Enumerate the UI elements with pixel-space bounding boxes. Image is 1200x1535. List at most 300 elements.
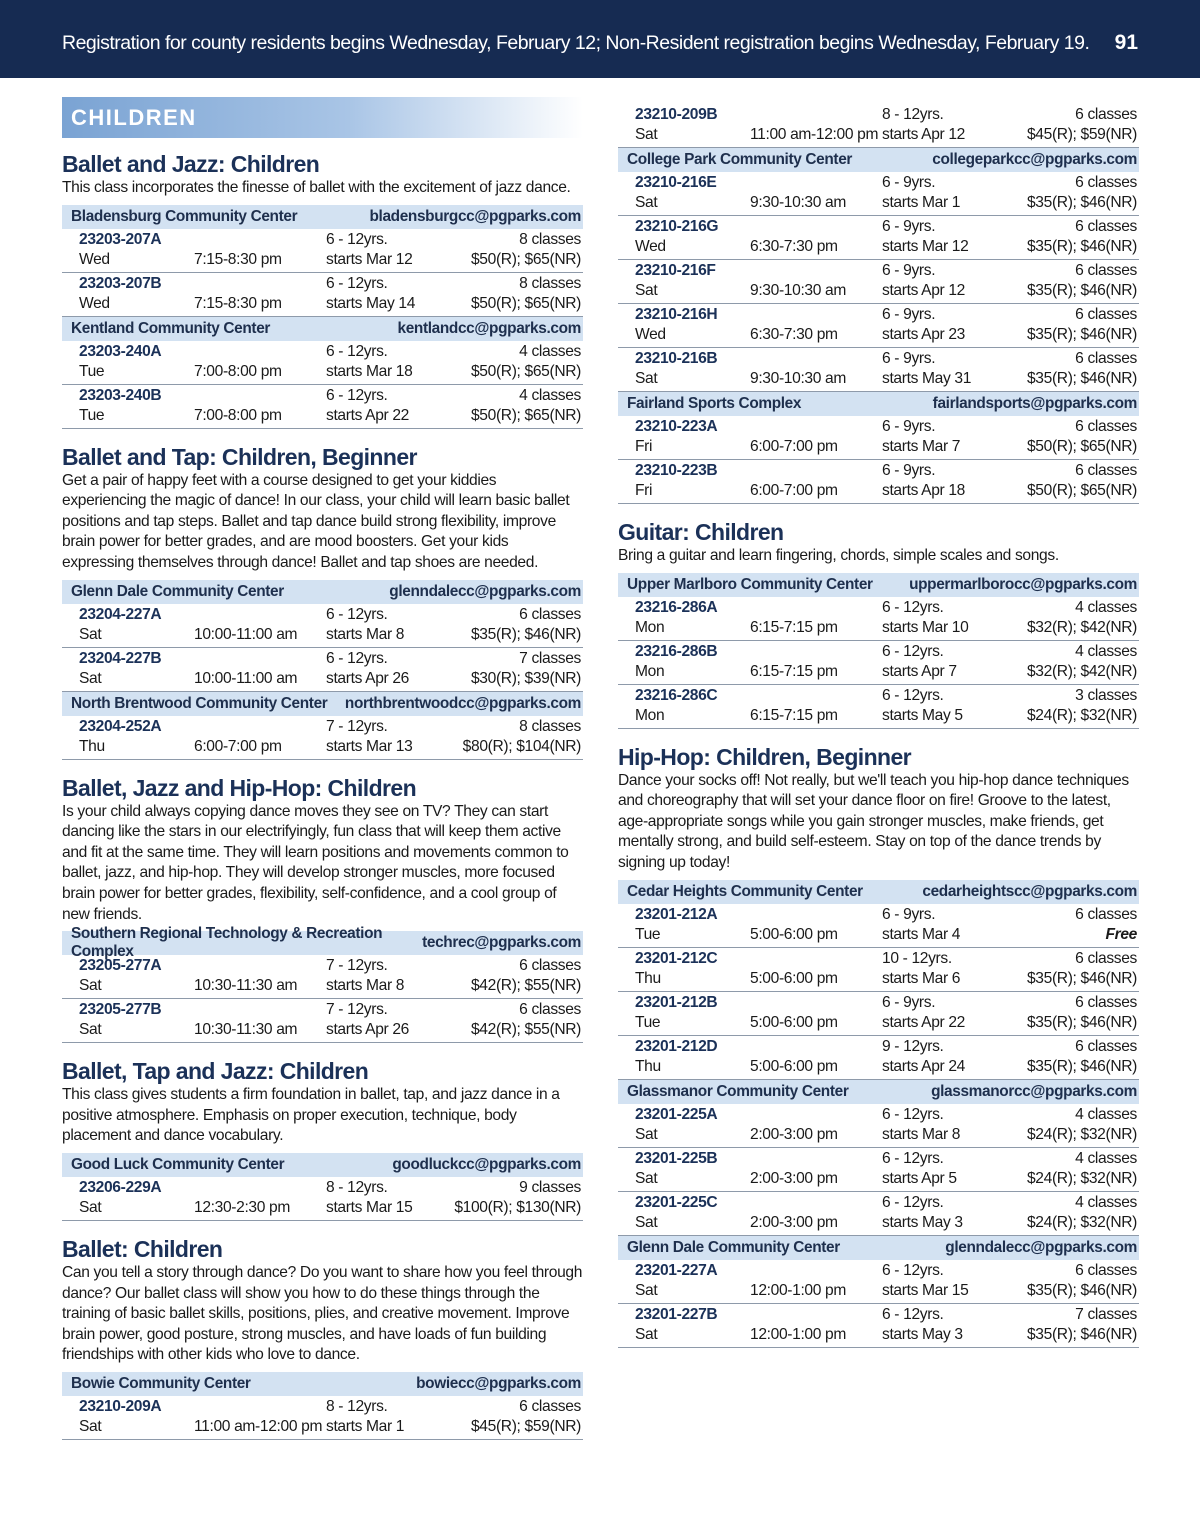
- location-name: Glassmanor Community Center: [627, 1082, 849, 1100]
- course-title: Hip-Hop: Children, Beginner: [618, 743, 912, 770]
- class-time: 9:30-10:30 am: [750, 194, 847, 211]
- class-row: [62, 999, 583, 1043]
- class-day: Tue: [79, 406, 105, 424]
- class-time: 2:00-3:00 pm: [750, 1169, 838, 1187]
- course-description: Bring a guitar and learn fingering, chords, simple scales and songs.: [618, 547, 1059, 564]
- class-row: [618, 904, 1139, 948]
- class-age-range: 6 - 12yrs.: [882, 686, 944, 704]
- class-code: 23204-227B: [79, 649, 162, 667]
- class-start-date: starts Mar 8: [326, 977, 405, 995]
- class-row: [618, 948, 1139, 992]
- class-day: Sat: [635, 126, 658, 143]
- class-count: 6 classes: [1075, 218, 1137, 235]
- class-row: [618, 1304, 1139, 1348]
- location-email-link[interactable]: collegeparkcc@pgparks.com: [932, 151, 1137, 168]
- class-fee: $42(R); $55(NR): [470, 1021, 581, 1039]
- class-code: 23201-225A: [635, 1105, 718, 1123]
- section-spacer: [618, 1348, 1139, 1358]
- class-row: [618, 1104, 1139, 1148]
- class-age-range: 6 - 9yrs.: [882, 418, 936, 435]
- class-day: Sat: [79, 1417, 102, 1435]
- class-fee: $45(R); $59(NR): [470, 1417, 581, 1435]
- location-name: College Park Community Center: [627, 151, 853, 168]
- class-count: 4 classes: [1075, 598, 1137, 616]
- class-age-range: 6 - 9yrs.: [882, 462, 936, 479]
- class-code: 23201-225C: [635, 1193, 718, 1211]
- class-code: 23201-212D: [635, 1037, 718, 1055]
- class-age-range: 7 - 12yrs.: [326, 1001, 388, 1019]
- class-row: [618, 992, 1139, 1036]
- class-day: Sat: [79, 1198, 102, 1216]
- class-fee: $35(R); $46(NR): [470, 625, 581, 643]
- class-day: Fri: [635, 482, 653, 499]
- class-day: Wed: [79, 294, 110, 312]
- class-day: Wed: [635, 238, 666, 255]
- course-description: Can you tell a story through dance? Do you want to share how you feel through dance? Our ballet class will show you how to do these things through the training of basic ballet skills, positions, plies, and creative movement. Improve brain power, good posture, strong muscles, and have loads of fun building friendships with other kids who love to dance.: [62, 1263, 583, 1364]
- class-count: 4 classes: [519, 342, 581, 360]
- class-code: 23216-286B: [635, 642, 718, 660]
- class-row: [62, 1177, 583, 1221]
- class-row: [62, 273, 583, 317]
- location-header: [618, 1236, 1139, 1260]
- class-code: 23210-223B: [635, 462, 718, 479]
- class-start-date: starts Apr 22: [326, 406, 409, 424]
- class-fee: $35(R); $46(NR): [1026, 326, 1137, 343]
- class-fee: $45(R); $59(NR): [1026, 126, 1137, 143]
- class-fee: $50(R); $65(NR): [470, 250, 581, 268]
- class-row: [618, 597, 1139, 641]
- class-time: 7:15-8:30 pm: [194, 250, 282, 268]
- class-day: Tue: [635, 925, 661, 943]
- class-fee: $30(R); $39(NR): [470, 669, 581, 687]
- course-description: Dance your socks off! Not really, but we'll teach you hip-hop dance techniques and choreography that will set your dance floor on fire! Groove to the latest, age-appropriate songs while you gain stronger muscles, make friends, get mentally strong, and build self-esteem. Stay on top of the dance trends by signing up today!: [618, 771, 1129, 871]
- class-fee: $50(R); $65(NR): [470, 362, 581, 380]
- class-start-date: starts Mar 8: [326, 625, 405, 643]
- class-row: [618, 172, 1139, 216]
- class-day: Wed: [635, 326, 666, 343]
- class-row: [618, 685, 1139, 729]
- class-code: 23201-212B: [635, 993, 718, 1011]
- class-age-range: 6 - 12yrs.: [326, 342, 388, 360]
- class-fee: $35(R); $46(NR): [1026, 370, 1137, 387]
- class-time: 5:00-6:00 pm: [750, 925, 838, 943]
- course-title: Ballet: Children: [62, 1235, 223, 1262]
- class-count: 6 classes: [1075, 993, 1137, 1011]
- class-time: 5:00-6:00 pm: [750, 969, 838, 987]
- class-age-range: 6 - 12yrs.: [882, 1105, 944, 1123]
- class-start-date: starts May 14: [326, 294, 416, 312]
- class-code: 23204-227A: [79, 605, 162, 623]
- course-description: Get a pair of happy feet with a course designed to get your kiddies experiencing the magic of dance! In our class, your child will learn basic ballet positions and tap steps. Ballet and tap dance build strong flexibility, improve brain power for better grades, and are mood boosters. Get your kids expressing themselves through dance! Ballet and tap shoes are needed.: [62, 471, 570, 571]
- location-email-link[interactable]: glenndalecc@pgparks.com: [945, 1238, 1137, 1256]
- class-start-date: starts May 3: [882, 1325, 963, 1343]
- class-time: 7:00-8:00 pm: [194, 362, 282, 380]
- class-count: 6 classes: [519, 605, 581, 623]
- class-fee: $24(R); $32(NR): [1026, 706, 1137, 724]
- class-age-range: 6 - 9yrs.: [882, 905, 936, 923]
- class-time: 12:30-2:30 pm: [194, 1198, 291, 1216]
- class-start-date: starts Mar 6: [882, 969, 961, 987]
- class-code: 23204-252A: [79, 717, 162, 735]
- course-title: Ballet, Jazz and Hip-Hop: Children: [62, 774, 417, 801]
- course-title: Guitar: Children: [618, 519, 784, 545]
- class-code: 23201-225B: [635, 1149, 718, 1167]
- class-start-date: starts Mar 7: [882, 438, 961, 455]
- class-count: 8 classes: [519, 717, 581, 735]
- class-count: 6 classes: [1075, 949, 1137, 967]
- class-row: [62, 229, 583, 273]
- class-start-date: starts Mar 1: [326, 1417, 405, 1435]
- class-start-date: starts Apr 23: [882, 326, 965, 343]
- class-time: 7:00-8:00 pm: [194, 406, 282, 424]
- location-name: Glenn Dale Community Center: [71, 582, 284, 600]
- location-email-link[interactable]: techrec@pgparks.com: [422, 934, 581, 952]
- class-day: Sat: [635, 1325, 658, 1343]
- class-day: Sat: [79, 1021, 102, 1039]
- class-age-range: 6 - 12yrs.: [882, 1305, 944, 1323]
- class-count: 6 classes: [1075, 418, 1137, 435]
- class-count: 6 classes: [519, 1397, 581, 1415]
- section-spacer: [62, 1440, 583, 1450]
- class-time: 6:30-7:30 pm: [750, 238, 838, 255]
- class-row: [618, 416, 1139, 460]
- class-code: 23210-216F: [635, 262, 716, 279]
- location-name: Southern Regional Technology & Recreation Complex: [71, 925, 383, 961]
- class-age-range: 6 - 12yrs.: [882, 1261, 944, 1279]
- class-row: [618, 260, 1139, 304]
- class-code: 23210-223A: [635, 418, 718, 435]
- course-description: Is your child always copying dance moves they see on TV? They can start dancing like the stars in our electrifyingly, fun class that will keep them active and fit at the same time. They will learn positions and movements common to ballet, jazz, and hip-hop. They will develop stronger muscles, more focused brain power for better grades, flexibility, self-confidence, and a cool group of new friends.: [62, 802, 569, 923]
- location-header: [618, 1080, 1139, 1104]
- class-time: 6:15-7:15 pm: [750, 662, 838, 680]
- class-fee: $35(R); $46(NR): [1026, 1325, 1137, 1343]
- class-count: 4 classes: [1075, 1105, 1137, 1123]
- class-start-date: starts Apr 24: [882, 1057, 965, 1075]
- class-row: [618, 348, 1139, 392]
- class-time: 11:00 am-12:00 pm: [750, 126, 879, 143]
- class-day: Thu: [635, 969, 661, 987]
- class-time: 9:30-10:30 am: [750, 370, 847, 387]
- class-start-date: starts Mar 8: [882, 1125, 961, 1143]
- class-code: 23210-209B: [635, 106, 718, 123]
- registration-banner: Registration for county residents begins Wednesday, February 12; Non-Resident registration begins Wednesday, February 19.: [62, 32, 1090, 54]
- course-title: Ballet and Jazz: Children: [62, 151, 320, 177]
- course-description: This class incorporates the finesse of ballet with the excitement of jazz dance.: [62, 179, 571, 196]
- class-code: 23210-209A: [79, 1397, 162, 1415]
- class-time: 11:00 am-12:00 pm: [194, 1417, 323, 1435]
- class-row: [618, 1036, 1139, 1080]
- class-day: Sat: [635, 282, 658, 299]
- class-code: 23203-207B: [79, 274, 162, 292]
- location-header: [618, 573, 1139, 597]
- class-start-date: starts Apr 5: [882, 1169, 957, 1187]
- class-start-date: starts Mar 13: [326, 737, 413, 755]
- location-email-link[interactable]: northbrentwoodcc@pgparks.com: [344, 694, 581, 712]
- location-name: Good Luck Community Center: [71, 1155, 285, 1173]
- class-fee: $35(R); $46(NR): [1026, 1057, 1137, 1075]
- class-age-range: 6 - 12yrs.: [326, 230, 388, 248]
- location-email-link[interactable]: goodluckcc@pgparks.com: [392, 1155, 581, 1173]
- class-fee: $32(R); $42(NR): [1026, 662, 1137, 680]
- location-name: North Brentwood Community Center: [71, 694, 328, 712]
- class-start-date: starts May 3: [882, 1213, 963, 1231]
- location-header: [62, 692, 583, 716]
- class-code: 23203-240A: [79, 342, 162, 360]
- location-name: Upper Marlboro Community Center: [627, 575, 873, 593]
- class-day: Sat: [635, 1281, 658, 1299]
- class-count: 8 classes: [519, 274, 581, 292]
- class-row: [618, 104, 1139, 148]
- location-email-link[interactable]: bowiecc@pgparks.com: [416, 1374, 581, 1392]
- class-time: 2:00-3:00 pm: [750, 1213, 838, 1231]
- location-email-link[interactable]: fairlandsports@pgparks.com: [932, 395, 1137, 412]
- class-day: Mon: [635, 706, 665, 724]
- location-header: [62, 1372, 583, 1396]
- class-age-range: 7 - 12yrs.: [326, 717, 388, 735]
- class-code: 23210-216E: [635, 174, 717, 191]
- class-count: 6 classes: [1075, 1037, 1137, 1055]
- class-count: 9 classes: [519, 1178, 581, 1196]
- class-day: Tue: [635, 1013, 661, 1031]
- class-age-range: 6 - 9yrs.: [882, 350, 936, 367]
- class-code: 23201-227B: [635, 1305, 718, 1323]
- section-spacer: [618, 504, 1139, 514]
- class-age-range: 6 - 12yrs.: [882, 642, 944, 660]
- class-row: [62, 955, 583, 999]
- class-start-date: starts Apr 26: [326, 1021, 409, 1039]
- class-code: 23205-277B: [79, 1001, 162, 1019]
- class-fee: $35(R); $46(NR): [1026, 1281, 1137, 1299]
- class-day: Wed: [79, 250, 110, 268]
- class-row: [62, 385, 583, 429]
- class-day: Thu: [79, 737, 105, 755]
- class-day: Tue: [79, 362, 105, 380]
- class-day: Sat: [635, 194, 658, 211]
- location-email-link[interactable]: glassmanorcc@pgparks.com: [931, 1082, 1137, 1100]
- class-day: Mon: [635, 662, 665, 680]
- class-time: 6:30-7:30 pm: [750, 326, 838, 343]
- class-count: 4 classes: [519, 386, 581, 404]
- class-row: [618, 216, 1139, 260]
- class-row: [618, 1148, 1139, 1192]
- class-fee: $24(R); $32(NR): [1026, 1213, 1137, 1231]
- class-start-date: starts Mar 15: [326, 1198, 413, 1216]
- class-fee: $50(R); $65(NR): [1026, 438, 1137, 455]
- class-count: 6 classes: [1075, 106, 1137, 123]
- class-code: 23210-216B: [635, 350, 718, 367]
- class-day: Sat: [79, 669, 102, 687]
- class-fee: $50(R); $65(NR): [470, 294, 581, 312]
- class-age-range: 6 - 9yrs.: [882, 262, 936, 279]
- class-count: 4 classes: [1075, 1193, 1137, 1211]
- class-age-range: 6 - 12yrs.: [326, 649, 388, 667]
- class-code: 23205-277A: [79, 957, 162, 975]
- class-code: 23201-212A: [635, 905, 718, 923]
- class-fee: $35(R); $46(NR): [1026, 969, 1137, 987]
- location-header: [62, 925, 583, 961]
- section-spacer: [62, 429, 583, 439]
- class-fee: $80(R); $104(NR): [462, 737, 581, 755]
- class-count: 6 classes: [1075, 306, 1137, 323]
- class-time: 6:00-7:00 pm: [750, 438, 838, 455]
- class-age-range: 6 - 9yrs.: [882, 218, 936, 235]
- class-start-date: starts Mar 12: [882, 238, 969, 255]
- class-code: 23210-216G: [635, 218, 719, 235]
- location-email-link[interactable]: kentlandcc@pgparks.com: [397, 319, 581, 337]
- class-time: 9:30-10:30 am: [750, 282, 847, 299]
- class-fee: $35(R); $46(NR): [1026, 238, 1137, 255]
- class-day: Thu: [635, 1057, 661, 1075]
- location-header: [62, 317, 583, 341]
- class-age-range: 6 - 12yrs.: [882, 598, 944, 616]
- class-row: [62, 604, 583, 648]
- class-code: 23216-286A: [635, 598, 718, 616]
- class-time: 2:00-3:00 pm: [750, 1125, 838, 1143]
- class-age-range: 6 - 9yrs.: [882, 993, 936, 1011]
- right-column: [618, 104, 1139, 1358]
- class-age-range: 6 - 9yrs.: [882, 306, 936, 323]
- class-fee: $24(R); $32(NR): [1026, 1125, 1137, 1143]
- class-time: 12:00-1:00 pm: [750, 1281, 847, 1299]
- class-day: Sat: [635, 1125, 658, 1143]
- course-title: Ballet and Tap: Children, Beginner: [62, 443, 417, 470]
- class-count: 6 classes: [1075, 1261, 1137, 1279]
- class-count: 6 classes: [1075, 462, 1137, 479]
- class-day: Sat: [635, 370, 658, 387]
- class-count: 7 classes: [519, 649, 581, 667]
- class-time: 7:15-8:30 pm: [194, 294, 282, 312]
- class-day: Sat: [635, 1169, 658, 1187]
- class-age-range: 6 - 12yrs.: [326, 605, 388, 623]
- class-row: [618, 1192, 1139, 1236]
- class-age-range: 8 - 12yrs.: [326, 1178, 388, 1196]
- class-start-date: starts Apr 12: [882, 282, 965, 299]
- class-age-range: 6 - 12yrs.: [326, 274, 388, 292]
- class-day: Sat: [79, 977, 102, 995]
- location-name: Kentland Community Center: [71, 319, 271, 337]
- class-start-date: starts Apr 12: [882, 126, 965, 143]
- class-start-date: starts Mar 15: [882, 1281, 969, 1299]
- class-count: 6 classes: [1075, 905, 1137, 923]
- class-fee: $50(R); $65(NR): [470, 406, 581, 424]
- class-age-range: 6 - 12yrs.: [882, 1149, 944, 1167]
- location-name: Cedar Heights Community Center: [627, 882, 863, 900]
- class-row: [62, 716, 583, 760]
- location-name: Glenn Dale Community Center: [627, 1238, 840, 1256]
- section-spacer: [62, 1221, 583, 1231]
- class-start-date: starts May 5: [882, 706, 963, 724]
- class-start-date: starts May 31: [882, 370, 972, 387]
- class-code: 23201-212C: [635, 949, 718, 967]
- class-age-range: 8 - 12yrs.: [882, 106, 944, 123]
- class-start-date: starts Mar 18: [326, 362, 413, 380]
- class-fee: $100(R); $130(NR): [454, 1198, 581, 1216]
- class-row: [618, 1260, 1139, 1304]
- class-fee: $32(R); $42(NR): [1026, 618, 1137, 636]
- class-count: 4 classes: [1075, 1149, 1137, 1167]
- header-bar: [0, 0, 1200, 78]
- class-fee: $24(R); $32(NR): [1026, 1169, 1137, 1187]
- location-email-link[interactable]: bladensburgcc@pgparks.com: [369, 207, 581, 225]
- class-count: 7 classes: [1075, 1305, 1137, 1323]
- class-time: 12:00-1:00 pm: [750, 1325, 847, 1343]
- class-time: 10:30-11:30 am: [194, 977, 298, 995]
- location-header: [618, 392, 1139, 416]
- class-time: 10:00-11:00 am: [194, 669, 298, 687]
- class-time: 10:30-11:30 am: [194, 1021, 298, 1039]
- class-age-range: 7 - 12yrs.: [326, 957, 388, 975]
- location-email-link[interactable]: cedarheightscc@pgparks.com: [922, 882, 1137, 900]
- class-count: 6 classes: [1075, 350, 1137, 367]
- class-start-date: starts Mar 1: [882, 194, 961, 211]
- location-email-link[interactable]: uppermarlborocc@pgparks.com: [909, 575, 1137, 593]
- class-start-date: starts Apr 7: [882, 662, 957, 680]
- class-row: [62, 648, 583, 692]
- location-header: [62, 580, 583, 604]
- class-fee: $50(R); $65(NR): [1026, 482, 1137, 499]
- class-age-range: 9 - 12yrs.: [882, 1037, 944, 1055]
- class-age-range: 6 - 12yrs.: [326, 386, 388, 404]
- location-email-link[interactable]: glenndalecc@pgparks.com: [389, 582, 581, 600]
- class-fee: $42(R); $55(NR): [470, 977, 581, 995]
- course-title: Ballet, Tap and Jazz: Children: [62, 1058, 369, 1085]
- class-age-range: 6 - 9yrs.: [882, 174, 936, 191]
- class-time: 5:00-6:00 pm: [750, 1057, 838, 1075]
- class-fee: $35(R); $46(NR): [1026, 282, 1137, 299]
- class-start-date: starts Apr 22: [882, 1013, 965, 1031]
- class-start-date: starts Mar 4: [882, 925, 961, 943]
- class-time: 6:15-7:15 pm: [750, 706, 838, 724]
- class-code: 23203-207A: [79, 230, 162, 248]
- class-row: [618, 304, 1139, 348]
- category-heading: CHILDREN: [62, 97, 583, 138]
- location-header: [62, 1153, 583, 1177]
- class-time: 6:15-7:15 pm: [750, 618, 838, 636]
- class-code: 23206-229A: [79, 1178, 162, 1196]
- class-start-date: starts Apr 26: [326, 669, 409, 687]
- class-time: 6:00-7:00 pm: [750, 482, 838, 499]
- class-code: 23210-216H: [635, 306, 718, 323]
- page-number: 91: [1114, 31, 1138, 54]
- class-count: 3 classes: [1075, 686, 1137, 704]
- class-age-range: 6 - 12yrs.: [882, 1193, 944, 1211]
- class-age-range: 8 - 12yrs.: [326, 1397, 388, 1415]
- section-spacer: [62, 1043, 583, 1053]
- class-fee: Free: [1105, 925, 1137, 943]
- class-time: 5:00-6:00 pm: [750, 1013, 838, 1031]
- location-name: Bowie Community Center: [71, 1374, 251, 1392]
- class-count: 6 classes: [519, 957, 581, 975]
- class-day: Mon: [635, 618, 665, 636]
- class-count: 4 classes: [1075, 642, 1137, 660]
- class-time: 6:00-7:00 pm: [194, 737, 282, 755]
- class-code: 23203-240B: [79, 386, 162, 404]
- class-count: 6 classes: [519, 1001, 581, 1019]
- class-time: 10:00-11:00 am: [194, 625, 298, 643]
- location-header: [618, 880, 1139, 904]
- class-count: 6 classes: [1075, 262, 1137, 279]
- class-start-date: starts Apr 18: [882, 482, 965, 499]
- class-code: 23216-286C: [635, 686, 718, 704]
- class-day: Sat: [635, 1213, 658, 1231]
- class-start-date: starts Mar 12: [326, 250, 413, 268]
- class-fee: $35(R); $46(NR): [1026, 1013, 1137, 1031]
- class-day: Fri: [635, 438, 653, 455]
- location-header: [618, 148, 1139, 172]
- class-row: [62, 1396, 583, 1440]
- section-spacer: [618, 729, 1139, 739]
- left-column: [62, 97, 583, 1450]
